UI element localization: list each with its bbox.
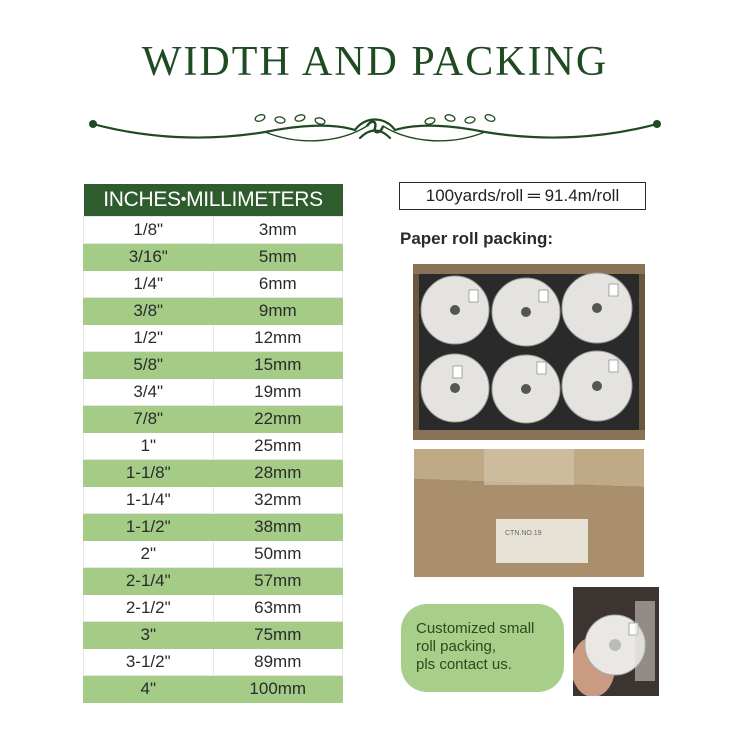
mm-cell: 22mm (213, 406, 343, 433)
rolls-in-box-photo (413, 264, 645, 440)
inches-cell: 1" (84, 433, 214, 460)
table-row (84, 217, 343, 244)
mm-cell: 89mm (213, 649, 343, 676)
inches-cell: 1/2" (84, 325, 214, 352)
custom-packing-note (416, 620, 566, 674)
inches-cell: 5/8" (84, 352, 214, 379)
table-row (84, 298, 343, 325)
mm-cell: 50mm (213, 541, 343, 568)
inches-cell: 3-1/2" (84, 649, 214, 676)
small-roll-photo (573, 587, 659, 696)
table-row (84, 568, 343, 595)
table-row (84, 460, 343, 487)
table-header (84, 184, 343, 217)
mm-cell: 32mm (213, 487, 343, 514)
mm-cell: 15mm (213, 352, 343, 379)
table-row (84, 352, 343, 379)
note-line: Customized small (416, 620, 535, 637)
inches-cell: 3" (84, 622, 214, 649)
table-row (84, 541, 343, 568)
table-row (84, 487, 343, 514)
mm-cell: 3mm (213, 217, 343, 244)
inches-cell: 4" (84, 676, 214, 703)
table-header-row (84, 184, 343, 217)
table-row (84, 433, 343, 460)
mm-cell: 75mm (213, 622, 343, 649)
mm-cell: 57mm (213, 568, 343, 595)
size-conversion-table (83, 184, 343, 703)
table-row (84, 514, 343, 541)
mm-cell: 63mm (213, 595, 343, 622)
mm-cell: 19mm (213, 379, 343, 406)
inches-cell: 1/8" (84, 217, 214, 244)
inches-cell: 7/8" (84, 406, 214, 433)
conversion-box: 100yards/roll ═ 91.4m/roll (399, 182, 646, 210)
table-row (84, 244, 343, 271)
table-row (84, 676, 343, 703)
table-row (84, 379, 343, 406)
shipping-carton-photo (414, 449, 644, 577)
table-row (84, 622, 343, 649)
inches-cell: 3/4" (84, 379, 214, 406)
inches-cell: 3/16" (84, 244, 214, 271)
table-row (84, 595, 343, 622)
inches-cell: 1-1/8" (84, 460, 214, 487)
mm-cell: 38mm (213, 514, 343, 541)
mm-cell: 9mm (213, 298, 343, 325)
mm-cell: 5mm (213, 244, 343, 271)
table-row (84, 406, 343, 433)
decorative-flourish (85, 108, 665, 148)
header-separator: • (180, 191, 187, 208)
packing-label: Paper roll packing: (400, 229, 554, 248)
inches-cell: 1-1/2" (84, 514, 214, 541)
table-row (84, 649, 343, 676)
mm-cell: 6mm (213, 271, 343, 298)
mm-cell: 12mm (213, 325, 343, 352)
inches-cell: 2-1/2" (84, 595, 214, 622)
header-inches: INCHES (103, 188, 181, 211)
inches-cell: 1-1/4" (84, 487, 214, 514)
inches-cell: 2" (84, 541, 214, 568)
mm-cell: 28mm (213, 460, 343, 487)
mm-cell: 100mm (213, 676, 343, 703)
mm-cell: 25mm (213, 433, 343, 460)
table-row (84, 325, 343, 352)
page-title: WIDTH AND PACKING (141, 39, 609, 85)
header-millimeters: MILLIMETERS (186, 188, 323, 211)
inches-cell: 1/4" (84, 271, 214, 298)
note-line: pls contact us. (416, 656, 512, 673)
table-row (84, 271, 343, 298)
inches-cell: 2-1/4" (84, 568, 214, 595)
inches-cell: 3/8" (84, 298, 214, 325)
carton-label: CTN.NO.19 (505, 530, 542, 537)
note-line: roll packing, (416, 638, 497, 655)
